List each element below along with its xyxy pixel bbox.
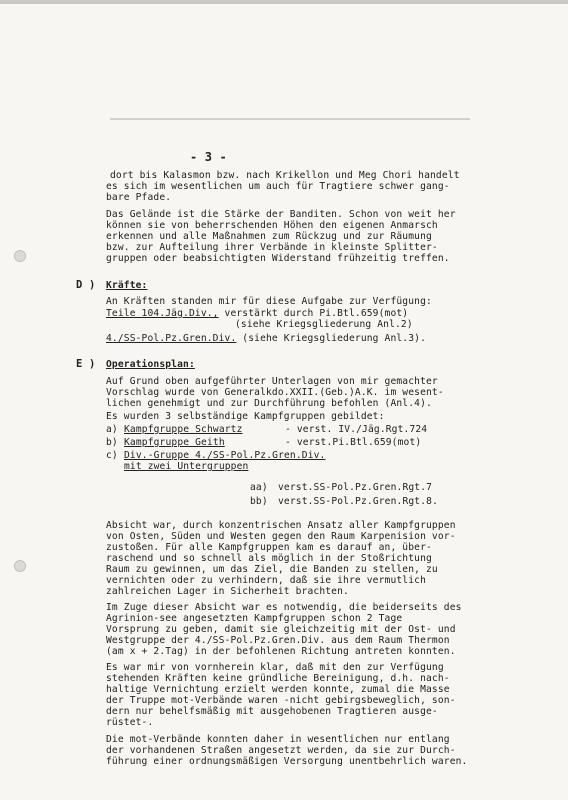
- section-d-line: An Kräften standen mir für diese Aufgabe zur Verfügung:: [106, 296, 432, 307]
- punch-hole: [14, 560, 26, 572]
- course-line: Agrinion-see angesetzten Kampfgruppen schon 2 Tage: [106, 613, 403, 624]
- fold-line: [110, 118, 470, 120]
- course-line: Westgruppe der 4./SS-Pol.Pz.Gren.Div. aus dem Raum Thermon: [106, 635, 450, 646]
- plan-line: Vorschlag wurde von Generalkdo.XXII.(Geb.)A.K. im wesent-: [106, 387, 444, 398]
- intro-line: bare Pfade.: [106, 192, 172, 203]
- intro-line: es sich im wesentlichen um auch für Tragtiere schwer gang-: [106, 181, 450, 192]
- intent-line: zustoßen. Für alle Kampfgruppen kam es darauf an, über-: [106, 542, 432, 553]
- final-line: führung einer ordnungsmäßigen Versorgung unentbehrlich waren.: [106, 756, 468, 767]
- plan-line: Auf Grund oben aufgeführter Unterlagen von mir gemachter: [106, 376, 438, 387]
- plan-line: lichen genehmigt und zur Durchführung befohlen (Anl.4).: [106, 398, 432, 409]
- forces-line: der Truppe mot-Verbände waren -nicht gebirgsbeweglich, son-: [106, 695, 456, 706]
- section-d-heading: Kräfte:: [106, 280, 148, 291]
- page-number: - 3 -: [190, 150, 227, 164]
- group-letter: c): [106, 450, 118, 461]
- intro-line: dort bis Kalasmon bzw. nach Krikellon und Meg Chori handelt: [110, 170, 460, 181]
- group-letter: a): [106, 424, 118, 435]
- forces-line: dern nur behelfsmäßig mit ausgehobenen Tragtieren ausge-: [106, 706, 438, 717]
- forces-line: haltige Vernichtung erzielt werden konnte, zumal die Masse: [106, 684, 450, 695]
- forces-line: rüstet-.: [106, 717, 154, 728]
- unit-detail: verstärkt durch Pi.Btl.659(mot): [218, 308, 409, 319]
- group-letter: b): [106, 437, 118, 448]
- group-name: Div.-Gruppe 4./SS-Pol.Pz.Gren.Div.: [124, 450, 326, 461]
- intent-line: Raum zu gewinnen, um das Ziel, die Banden zu stellen, zu: [106, 564, 438, 575]
- subgroup-text: verst.SS-Pol.Pz.Gren.Rgt.8.: [278, 496, 438, 507]
- subgroup-text: verst.SS-Pol.Pz.Gren.Rgt.7: [278, 482, 433, 493]
- intent-line: raschend und so schnell als möglich in der Stoßrichtung: [106, 553, 432, 564]
- unit-detail: (siehe Kriegsgliederung Anl.3).: [236, 333, 427, 344]
- group-detail: - verst.Pi.Btl.659(mot): [285, 437, 422, 448]
- punch-hole: [14, 250, 26, 262]
- terrain-line: können sie von beherrschenden Höhen den eigenen Anmarsch: [106, 220, 438, 231]
- intent-line: von Osten, Süden und Westen gegen den Raum Karpenision vor-: [106, 531, 456, 542]
- unit-name: 4./SS-Pol.Pz.Gren.Div.: [106, 333, 237, 344]
- group-name: Kampfgruppe Geith: [124, 437, 225, 448]
- intent-line: zahlreichen Lager in Sicherheit brachten.: [106, 586, 349, 597]
- groups-intro: Es wurden 3 selbständige Kampfgruppen gebildet:: [106, 411, 385, 422]
- course-line: Im Zuge dieser Absicht war es notwendig, die beiderseits des: [106, 602, 462, 613]
- section-d-line: (siehe Kriegsgliederung Anl.2): [235, 319, 413, 330]
- terrain-line: gruppen oder beabsichtigten Widerstand frühzeitig treffen.: [106, 253, 450, 264]
- intent-line: vernichten oder zu verhindern, daß sie ihre vermutlich: [106, 575, 426, 586]
- subgroups-intro: mit zwei Untergruppen: [124, 461, 249, 472]
- subgroup-letter: bb): [250, 496, 268, 507]
- section-e-heading: Operationsplan:: [106, 359, 195, 370]
- section-d-line: [106, 333, 426, 344]
- section-d-line: [106, 308, 408, 319]
- final-line: Die mot-Verbände konnten daher in wesentlichen nur entlang: [106, 734, 450, 745]
- section-e-label: E ): [76, 358, 96, 370]
- course-line: Vorsprung zu geben, damit sie gleichzeitig mit der Ost- und: [106, 624, 456, 635]
- forces-line: Es war mir von vornherein klar, daß mit den zur Verfügung: [106, 662, 444, 673]
- group-name: Kampfgruppe Schwartz: [124, 424, 243, 435]
- subgroup-letter: aa): [250, 482, 268, 493]
- terrain-line: bzw. zur Aufteilung ihrer Verbände in kleinste Splitter-: [106, 242, 438, 253]
- forces-line: stehenden Kräften keine gründliche Bereinigung, d.h. nach-: [106, 673, 450, 684]
- final-line: der vorhandenen Straßen angesetzt werden, da sie zur Durch-: [106, 745, 456, 756]
- page-top-edge: [0, 0, 568, 4]
- terrain-line: erkennen und alle Maßnahmen zum Rückzug und zur Räumung: [106, 231, 432, 242]
- section-d-label: D ): [76, 279, 96, 291]
- intent-line: Absicht war, durch konzentrischen Ansatz aller Kampfgruppen: [106, 520, 456, 531]
- unit-name: Teile 104.Jäg.Div.,: [106, 308, 219, 319]
- group-detail: - verst. IV./Jäg.Rgt.724: [285, 424, 428, 435]
- terrain-line: Das Gelände ist die Stärke der Banditen. Schon von weit her: [106, 209, 456, 220]
- course-line: (am x + 2.Tag) in der befohlenen Richtung antreten konnten.: [106, 646, 456, 657]
